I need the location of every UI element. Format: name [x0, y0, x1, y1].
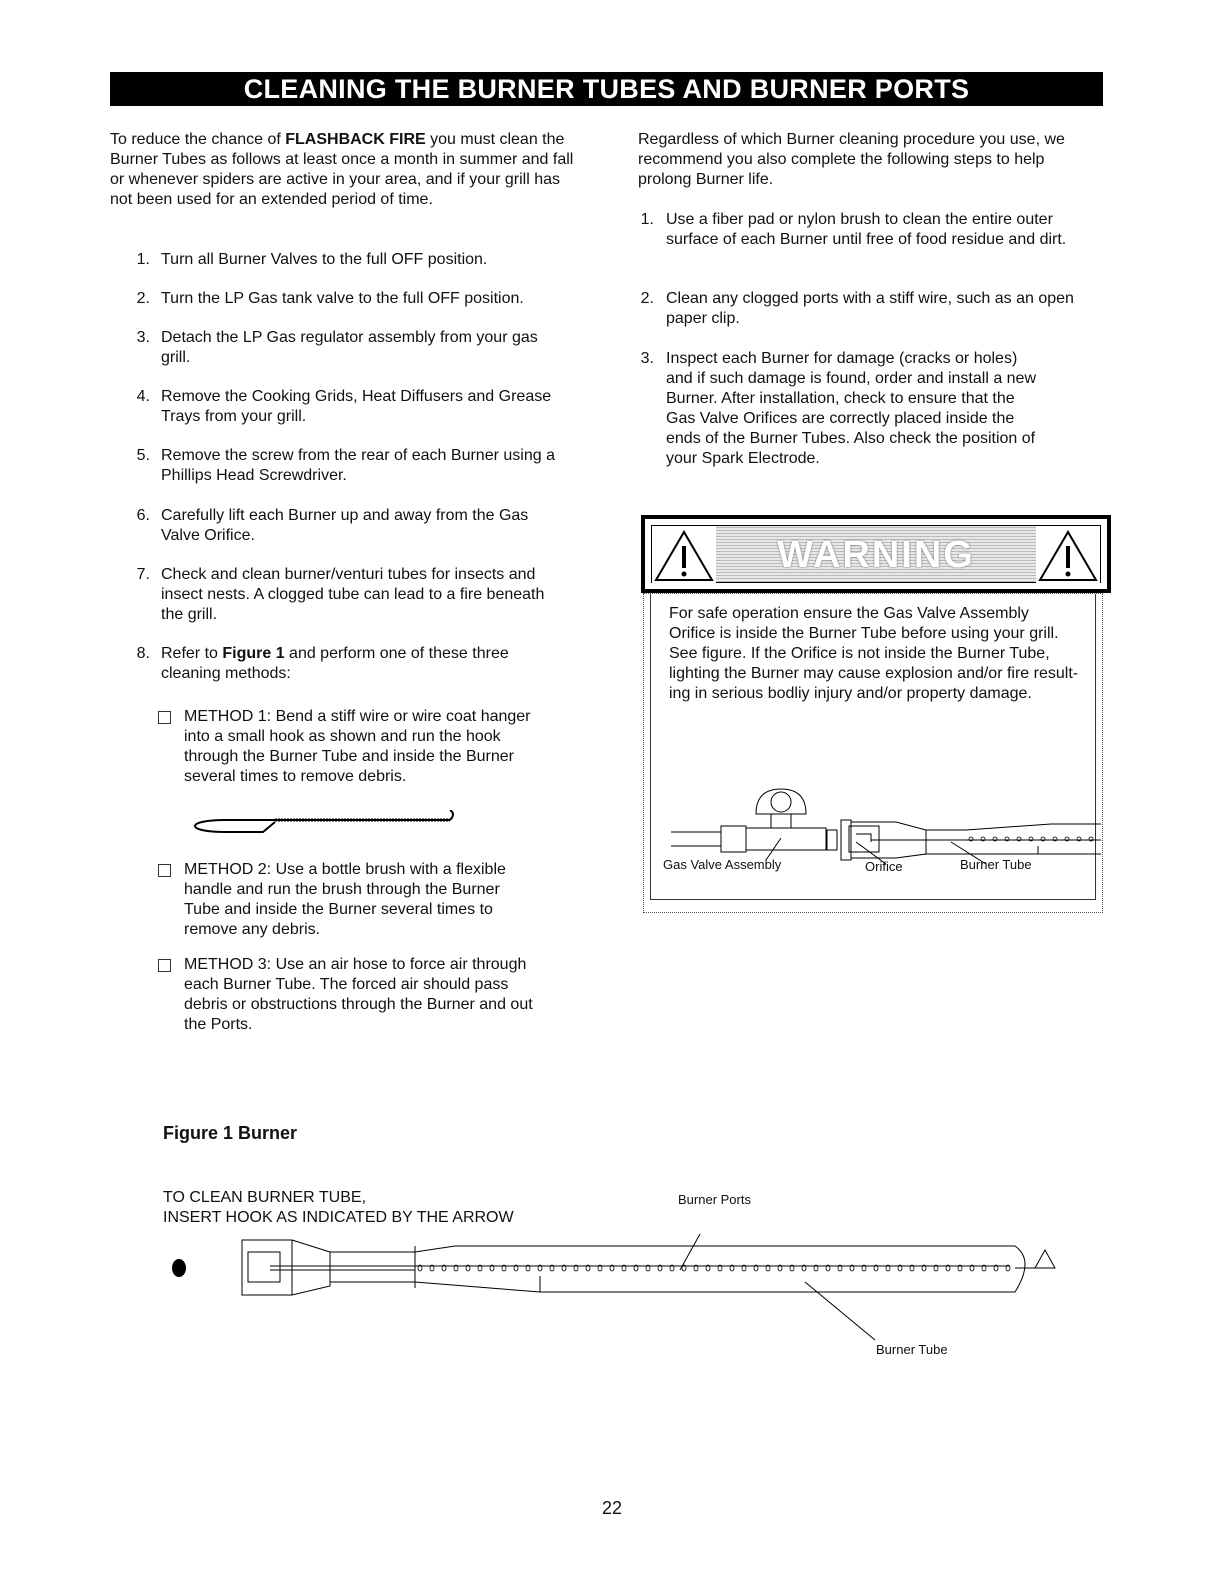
warning-triangle-icon: [1036, 526, 1100, 584]
step-text: Check and clean burner/venturi tubes for insects and insect nests. A clogged tube can lead to a fire beneath the grill.: [161, 566, 545, 623]
wire-hook-illustration: [185, 810, 465, 840]
maintenance-steps-list: [638, 210, 1078, 490]
gas-valve-diagram: [661, 754, 1101, 864]
intro-text-rest: you must clean the Burner Tubes as follows at least once a month in summer and fall or whenever spiders are active in your area, and if your grill has not been used for an extended period of time.: [110, 131, 574, 208]
step-text: Detach the LP Gas regulator assembly from your gas grill.: [161, 329, 538, 366]
figure-instruction: TO CLEAN BURNER TUBE,: [163, 1189, 367, 1206]
label-burner-tube: Burner Tube: [876, 1342, 948, 1357]
step-number: 6.: [136, 507, 150, 524]
step-text: Turn the LP Gas tank valve to the full OFF position.: [161, 290, 524, 307]
label-gas-valve-assembly: Gas Valve Assembly: [663, 857, 782, 872]
figure-reference: Figure 1: [222, 645, 285, 662]
method-3: [158, 955, 538, 1035]
warning-banner: [651, 525, 1101, 583]
method-1: [158, 707, 538, 787]
burner-figure: [160, 1230, 1070, 1350]
method-text: METHOD 3: Use an air hose to force air through each Burner Tube. The forced air should pass debris or obstructions through the Burner and out the Ports.: [184, 956, 533, 1033]
page-title: CLEANING THE BURNER TUBES AND BURNER PORTS: [110, 72, 1103, 106]
checkbox-icon: [158, 959, 171, 972]
method-2: [158, 860, 538, 940]
step-number: 3.: [640, 350, 654, 367]
step-number: 3.: [136, 329, 150, 346]
step-number: 7.: [136, 566, 150, 583]
label-burner-tube: Burner Tube: [960, 857, 1032, 872]
step-number: 1.: [640, 211, 654, 228]
step-text: Clean any clogged ports with a stiff wire, such as an open paper clip.: [666, 290, 1074, 327]
step-text: Carefully lift each Burner up and away from the Gas Valve Orifice.: [161, 507, 529, 544]
step-number: 4.: [136, 388, 150, 405]
page-number: 22: [601, 1498, 623, 1518]
figure-caption: Figure 1 Burner: [163, 1123, 298, 1143]
step-text-rest: and perform one of these three cleaning methods:: [161, 645, 509, 682]
figure-instruction: INSERT HOOK AS INDICATED BY THE ARROW: [163, 1209, 514, 1226]
step-text: Remove the Cooking Grids, Heat Diffusers and Grease Trays from your grill.: [161, 388, 552, 425]
step-number: 2.: [640, 290, 654, 307]
flashback-fire-emphasis: FLASHBACK FIRE: [285, 131, 426, 148]
step-text: Inspect each Burner for damage (cracks or holes) and if such damage is found, order and install a new Burner. After installation, check to ensure that the Gas Valve Orifices are correctly placed inside the ends of the Burner Tubes. Also check the position of your Spark Electrode.: [666, 350, 1037, 467]
warning-triangle-icon: [652, 526, 716, 584]
step-number: 2.: [136, 290, 150, 307]
intro-paragraph: [110, 130, 580, 210]
checkbox-icon: [158, 864, 171, 877]
warning-body-frame: [650, 594, 1096, 900]
step-number: 5.: [136, 447, 150, 464]
step-text: Remove the screw from the rear of each Burner using a Phillips Head Screwdriver.: [161, 447, 555, 484]
methods-list: [110, 707, 580, 1047]
step-text: Use a fiber pad or nylon brush to clean the entire outer surface of each Burner until free of food residue and dirt.: [666, 211, 1067, 248]
warning-body: [643, 593, 1103, 913]
step-number: 1.: [136, 251, 150, 268]
warning-heading: WARNING: [777, 534, 975, 576]
warning-text: For safe operation ensure the Gas Valve Assembly Orifice is inside the Burner Tube before using your grill. See figure. If the Orifice is not inside the Burner Tube, lighting the Burner may cause explosion and/or fire result-ing in serious bodliy injury and/or property damage.: [669, 605, 1079, 702]
label-orifice: Orifice: [865, 859, 903, 874]
warning-header: [641, 515, 1111, 593]
label-burner-ports: Burner Ports: [678, 1192, 751, 1207]
step-number: 8.: [136, 645, 150, 662]
method-text: METHOD 2: Use a bottle brush with a flexible handle and run the brush through the Burner Tube and inside the Burner several times to remove any debris.: [184, 861, 506, 938]
step-text: Refer to: [161, 645, 223, 662]
step-text: Turn all Burner Valves to the full OFF position.: [161, 251, 488, 268]
bullet-dot: [172, 1259, 186, 1277]
checkbox-icon: [158, 711, 171, 724]
method-text: METHOD 1: Bend a stiff wire or wire coat hanger into a small hook as shown and run the hook through the Burner Tube and inside the Burner several times to remove debris.: [184, 708, 531, 785]
intro-text: To reduce the chance of: [110, 131, 286, 148]
cleaning-steps-list: [110, 250, 580, 682]
right-intro-paragraph: Regardless of which Burner cleaning procedure you use, we recommend you also complete the following steps to help prolong Burner life.: [638, 131, 1065, 188]
